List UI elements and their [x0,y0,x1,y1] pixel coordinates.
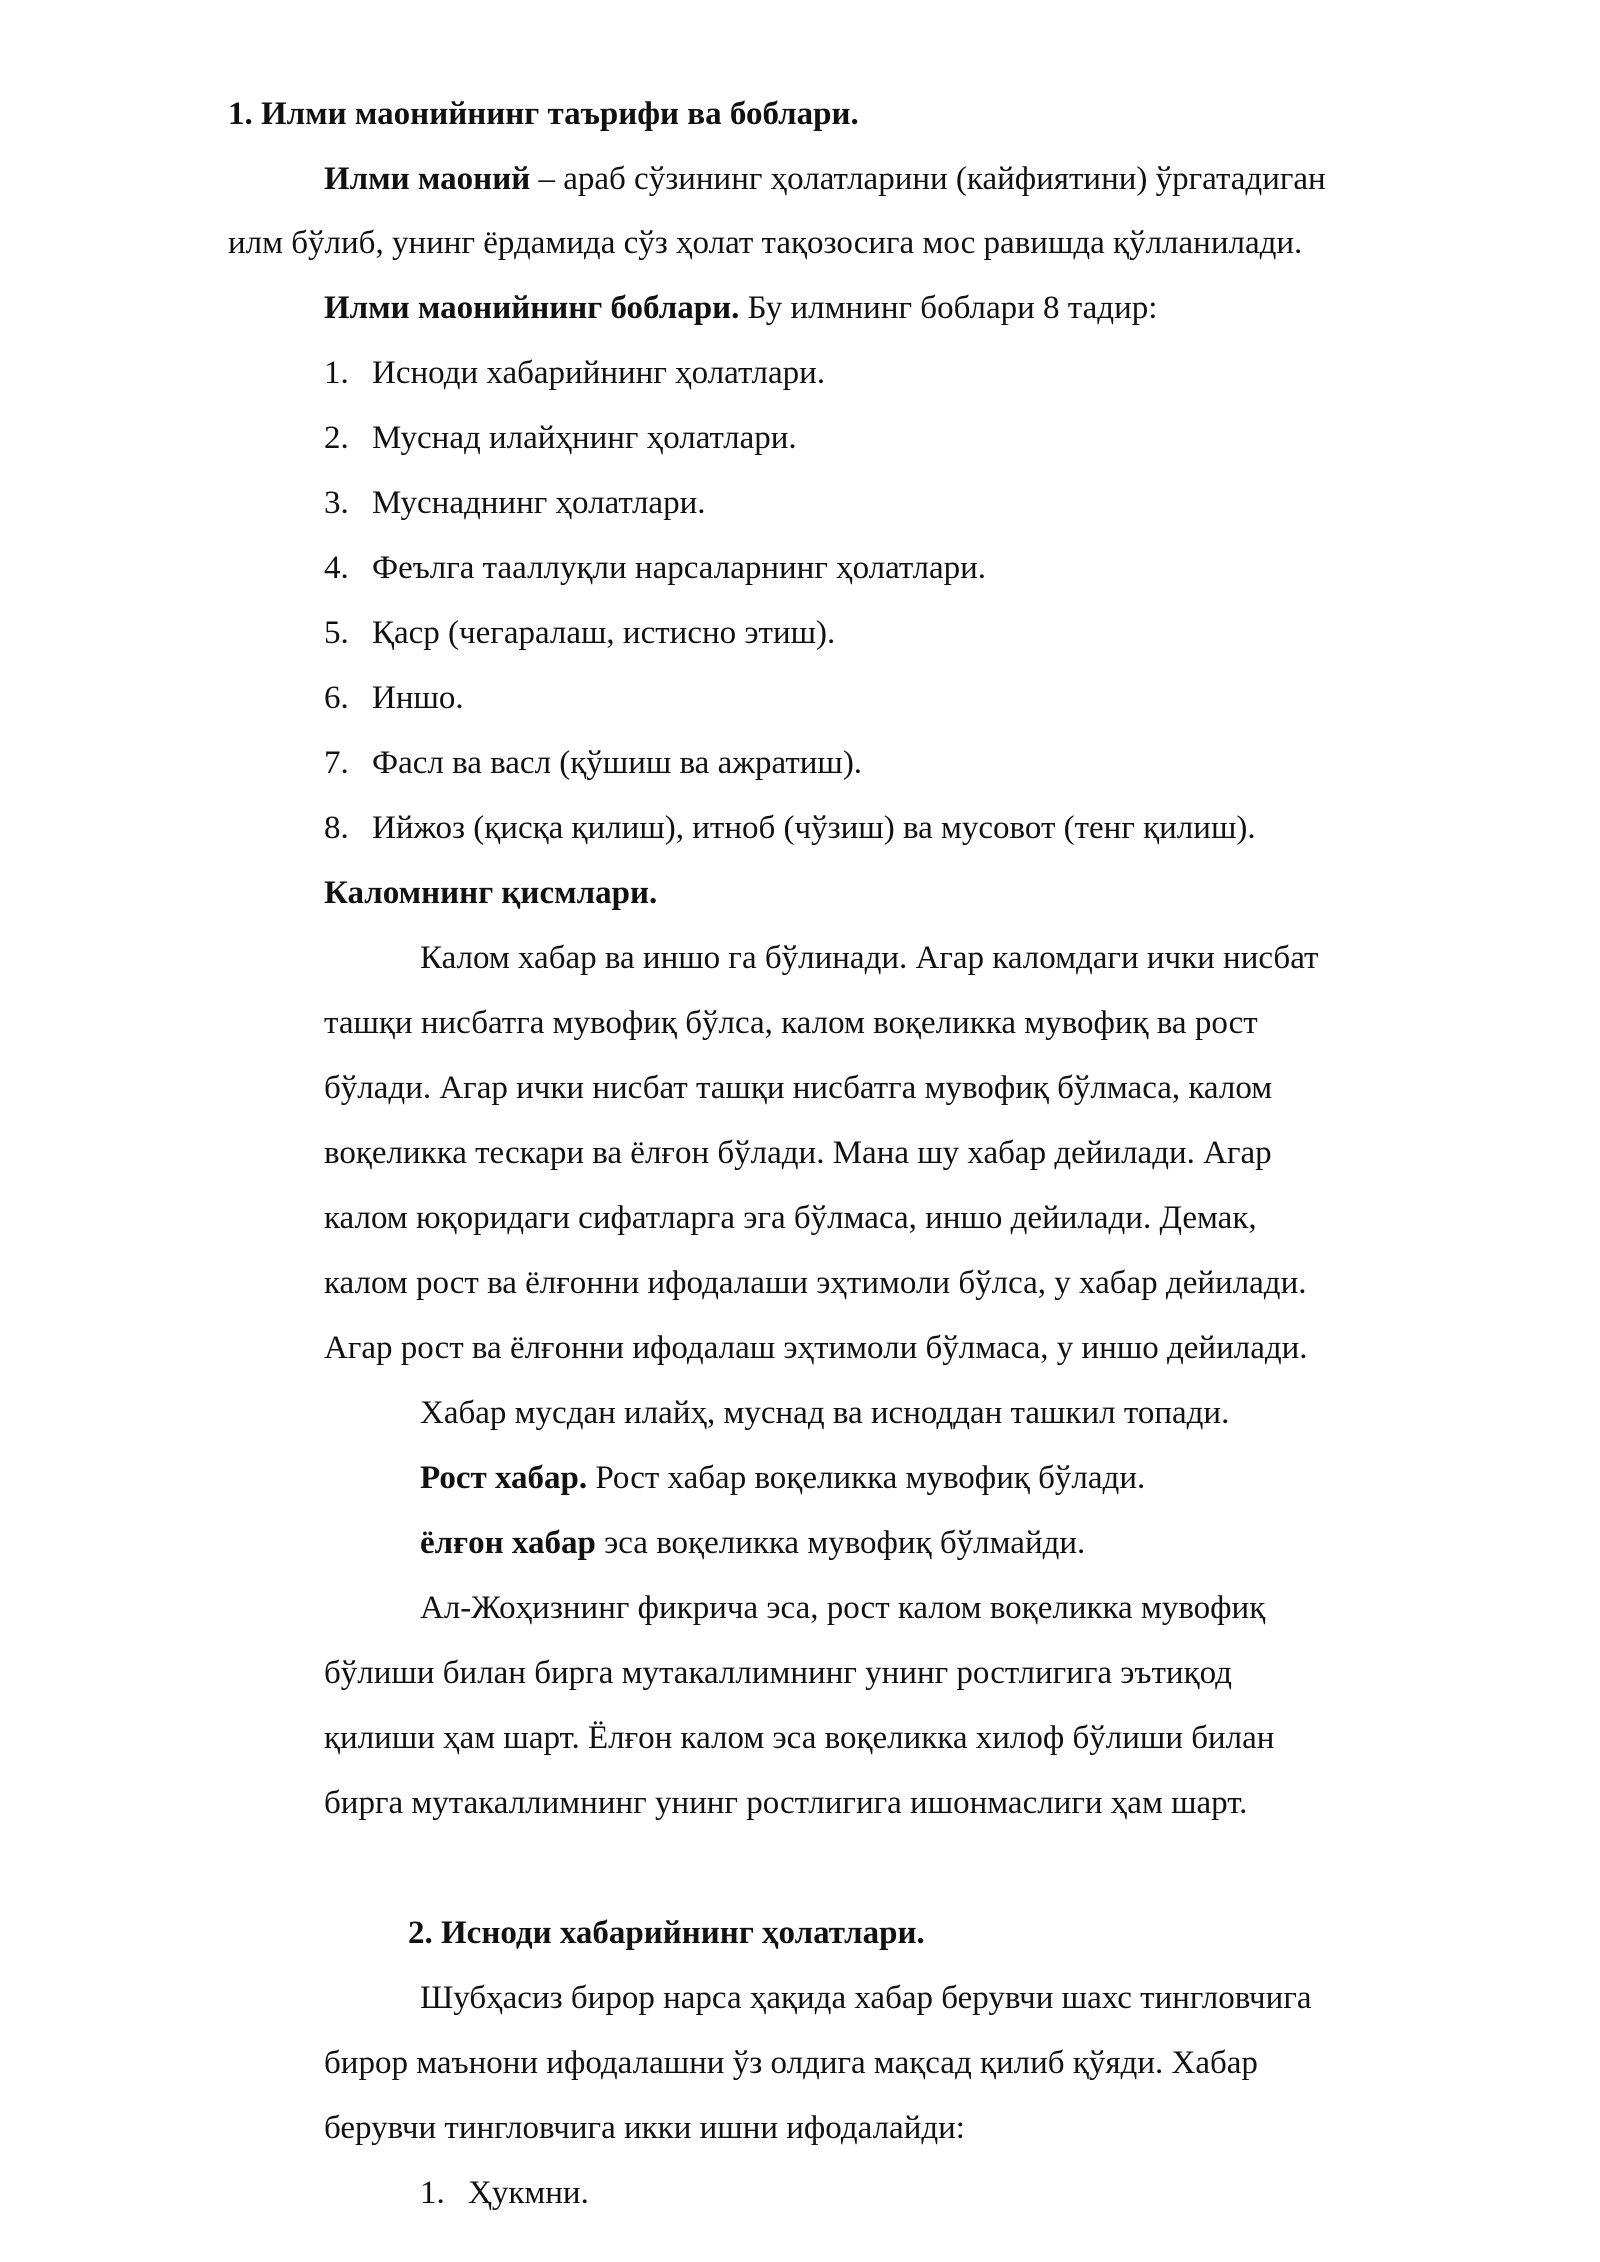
list-item [324,808,1256,848]
rost-khabar-text: Рост хабар воқеликка мувофиқ бўлади. [587,1460,1146,1496]
list-item-text: Ҳукмни. [468,2175,589,2211]
definition-term: Илми маоний [324,161,531,197]
paragraph-line: ташқи нисбатга мувофиқ бўлса, калом воқеликка мувофиқ ва рост [324,1005,1258,1041]
list-item-number: 6. [324,680,349,716]
list-item-text: Муснад илайҳнинг ҳолатлари. [372,420,797,456]
list-item-text: Қаср (чегаралаш, истисно этиш). [372,615,836,651]
kalom-heading: Каломнинг қисмлари. [324,875,658,911]
yolgon-khabar-text: эса воқеликка мувофиқ бўлмайди. [595,1525,1086,1561]
paragraph-line: Хабар мусдан илайҳ, муснад ва исноддан ташкил топади. [420,1395,1230,1431]
definition-line-2: илм бўлиб, унинг ёрдамида сўз ҳолат тақозосига мос равишда қўлланилади. [228,225,1303,261]
paragraph-line: Калом хабар ва иншо га бўлинади. Агар каломдаги ички нисбат [420,940,1319,976]
list-item-number: 1. [420,2175,445,2211]
list-item [324,743,862,783]
paragraph-line: воқеликка тескари ва ёлғон бўлади. Мана шу хабар дейилади. Агар [324,1135,1272,1171]
section-2-heading: 2. Исноди хабарийнинг ҳолатлари. [408,1915,925,1951]
list-item [420,2173,589,2213]
list-item [324,613,835,653]
list-item-text: Феълга тааллуқли нарсаларнинг ҳолатлари. [372,550,987,586]
list-item-number: 7. [324,745,349,781]
paragraph-line: бўлади. Агар ички нисбат ташқи нисбатга мувофиқ бўлмаса, калом [324,1070,1273,1106]
list-item-text: Иншо. [372,680,464,716]
list-item [324,483,705,523]
list-item-text: Исноди хабарийнинг ҳолатлари. [372,355,826,391]
chapters-text: Бу илмнинг боблари 8 тадир: [739,290,1158,326]
list-item [324,678,464,718]
definition-text: – араб сўзининг ҳолатларини (кайфиятини) ўргатадиган [530,161,1326,197]
list-item-text: Муснаднинг ҳолатлари. [372,485,706,521]
paragraph-line: Агар рост ва ёлғонни ифодалаш эҳтимоли бўлмаса, у иншо дейилади. [324,1330,1308,1366]
yolgon-khabar-term: ёлғон хабар [420,1525,596,1561]
chapters-term: Илми маонийнинг боблари. [324,290,740,326]
paragraph-line: Ал-Жоҳизнинг фикрича эса, рост калом воқеликка мувофиқ [420,1590,1266,1626]
list-item-text: Ийжоз (қисқа қилиш), итноб (чўзиш) ва мусовот (тенг қилиш). [372,810,1256,846]
yolgon-khabar-line [420,1523,1085,1563]
paragraph-line: берувчи тингловчига икки ишни ифодалайди: [324,2110,965,2146]
list-item-number: 8. [324,810,349,846]
rost-khabar-term: Рост хабар. [420,1460,588,1496]
paragraph-line: бўлиши билан бирга мутакаллимнинг унинг ростлигига эътиқод [324,1655,1232,1691]
list-item-number: 4. [324,550,349,586]
list-item [324,353,825,393]
list-item-number: 1. [324,355,349,391]
paragraph-line: калом юқоридаги сифатларга эга бўлмаса, иншо дейилади. Демак, [324,1200,1257,1236]
paragraph-line: калом рост ва ёлғонни ифодалаши эҳтимоли бўлса, у хабар дейилади. [324,1265,1307,1301]
list-item [324,418,797,458]
list-item-number: 5. [324,615,349,651]
paragraph-line: бирга мутакаллимнинг унинг ростлигига ишонмаслиги ҳам шарт. [324,1785,1248,1821]
list-item-number: 3. [324,485,349,521]
chapters-intro [324,288,1157,328]
rost-khabar-line [420,1458,1145,1498]
list-item [324,548,986,588]
list-item-text: Фасл ва васл (қўшиш ва ажратиш). [372,745,863,781]
paragraph-line: Шубҳасиз бирор нарса ҳақида хабар берувчи шахс тингловчига [420,1980,1312,2016]
paragraph-line: бирор маънони ифодалашни ўз олдига мақсад қилиб қўяди. Хабар [324,2045,1258,2081]
definition-line-1 [324,159,1326,199]
section-1-heading: 1. Илми маонийнинг таърифи ва боблари. [228,96,859,132]
paragraph-line: қилиши ҳам шарт. Ёлғон калом эса воқеликка хилоф бўлиши билан [324,1720,1275,1756]
list-item-number: 2. [324,420,349,456]
